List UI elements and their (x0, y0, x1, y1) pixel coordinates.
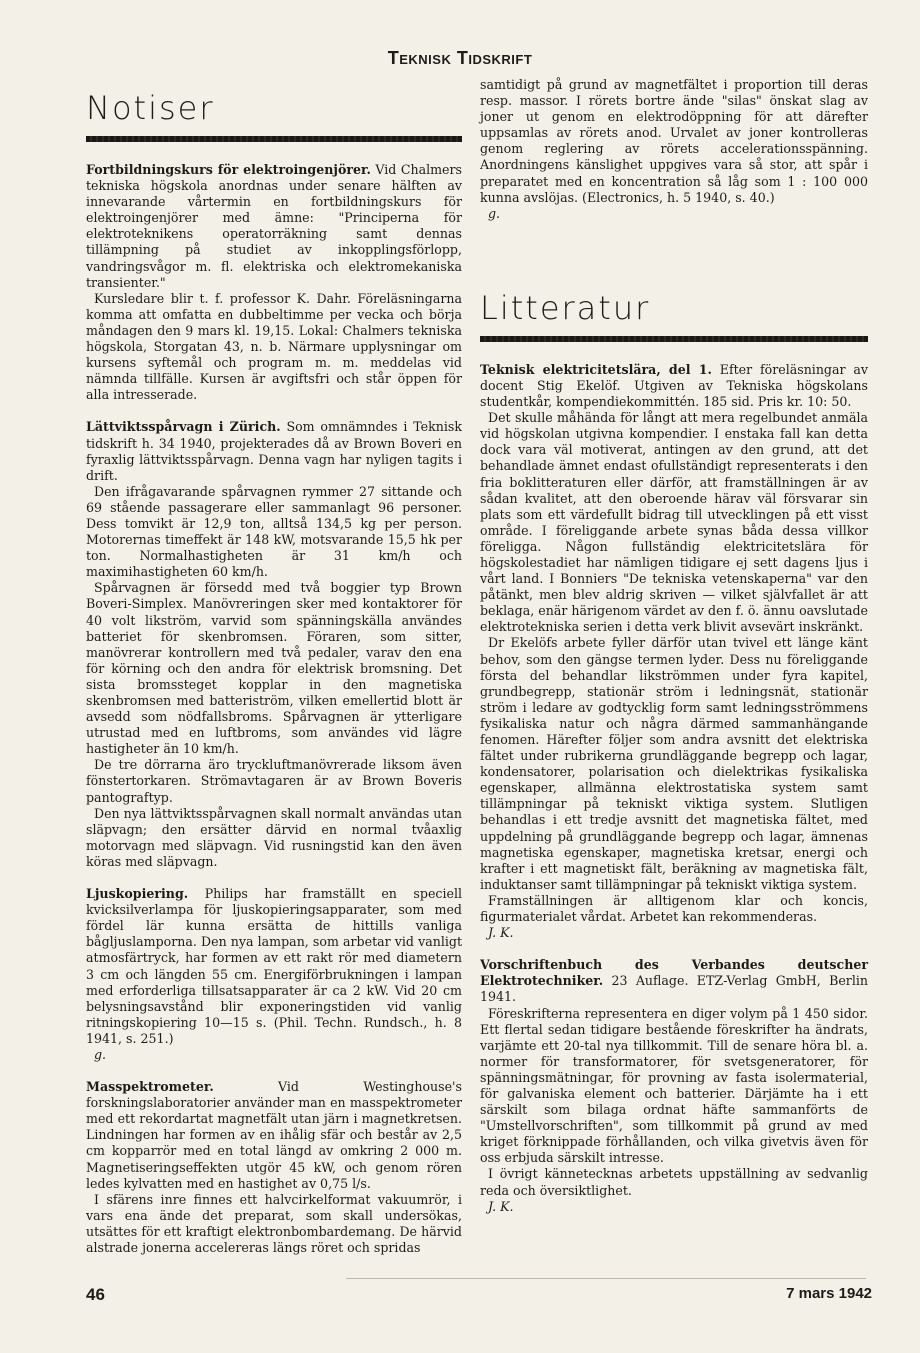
right-articles (480, 362, 868, 1215)
article-paragraph: Den nya lättviktsspårvagnen skall normalt användas utan släpvagn; den ersätter därvid en normal tvåaxlig motorvagn med släpvagn. Vid rusningstid kan den även köras med släpvagn. (86, 805, 462, 869)
article (86, 419, 462, 870)
article-lead (480, 362, 868, 410)
article-paragraph: I övrigt kännetecknas arbetets uppställning av sedvanlig reda och översiktlighet. (480, 1166, 868, 1198)
page-number: 46 (86, 1285, 105, 1304)
article-signature: J. K. (488, 925, 514, 941)
article-signature: g. (94, 1046, 107, 1062)
article (86, 1079, 462, 1256)
article-paragraph: Den ifrågavarande spårvagnen rymmer 27 sittande och 69 stående passagerare eller sammanlagt 96 personer. Dess tomvikt är 12,9 ton, alltså 134,5 kg per person. Motorernas timeffekt är 148 kW, motsvarande 15,5 hk per ton. Normalhastigheten är 31 km/h och maximihastigheten 60 km/h. (86, 483, 462, 580)
article-lead (480, 957, 868, 1005)
section-heading-notiser: Notiser (86, 89, 215, 127)
continuation-text: samtidigt på grund av magnetfältet i proportion till deras resp. massor. I rörets bortre ände "silas" önskat slag av joner ut genom en elektrodöppning för att därefter uppsamlas av rörets anod. Urvalet av joner kontrolleras genom reglering av rörets accelerationsspänning. Anordningens känslighet uppgives vara så stor, att spår i preparatet med en koncentration så låg som 1 : 100 000 kunna avslöjas. (Electronics, h. 5 1940, s. 40.) (480, 77, 868, 205)
left-articles (86, 162, 462, 1256)
article (86, 886, 462, 1063)
heading-rule (86, 136, 462, 142)
issue-date: 7 mars 1942 (786, 1285, 872, 1302)
article-paragraph: Det skulle måhända för långt att mera regelbundet anmäla vid högskolan utgivna kompendier. I enstaka fall kan detta dock vara väl motiverat, antingen av den grund, att det behandlade ämnet endast ofullständigt representerats i den fria boklitteraturen eller därför, att framställningen är av sådan kvalitet, att den oberoende härav väl försvarar sin plats som ett värdefullt bidrag till utvecklingen på ett visst område. I föreliggande arbete synas båda dessa villkor föreligga. Någon fullständig elektricitetslära för högskolestadiet har nämligen tidigare ej sett dagens ljus i vårt land. I Bonniers "De tekniska vetenskaperna" var den påtänkt, men blev aldrig skriven — vilket självfallet är att beklaga, enär härigenom värdet av den f. ö. ännu oavslutade elektrotekniska serien i detta verk blivit avsevärt inskränkt. (480, 410, 868, 635)
footer-divider (346, 1278, 866, 1279)
article-text: Vid Westinghouse's forskningslaboratorier använder man en masspektrometer med ett rekordartat magnetfält utan järn i magnetkretsen. Lindningen har formen av en ihålig sfär och består av 2,5 cm kopparrör med en total längd av omkring 2 000 m. Magnetiseringseffekten utgör 45 kW, och genom rören ledes kylvatten med en hastighet av 0,75 l/s. (86, 1079, 462, 1191)
article-text: Vid Chalmers tekniska högskola anordnas under senare hälften av innevarande vårtermin en fortbildningskurs för elektroingenjörer med ämne: "Principerna för elektroteknikens operatorräkning samt dennas tillämpning på studiet av inkopplingsförlopp, vandringsvågor m. fl. elektriska och elektromekaniska transienter." (86, 162, 462, 290)
article-text: Efter föreläsningar av docent Stig Ekelöf. Utgiven av Tekniska högskolans studentkår, kompendiekommittén. 185 sid. Pris kr. 10: 50. (480, 361, 868, 410)
article-lead (86, 886, 462, 1047)
article-lead (86, 1079, 462, 1192)
article-lead (86, 162, 462, 291)
article-title: Fortbildningskurs för elektroingenjörer. (86, 162, 371, 177)
article-title: Lättviktsspårvagn i Zürich. (86, 419, 281, 435)
section-heading-litteratur: Litteratur (480, 288, 651, 327)
heading-rule (480, 336, 868, 342)
article-paragraph: Spårvagnen är försedd med två boggier typ Brown Boveri-Simplex. Manövreringen sker med kontaktorer för 40 volt likström, varvid som spänningskälla användes batteriet för skenbromsen. Föraren, som sitter, manövrerar kontrollern med två pedaler, varav den ena för körning och den andra för elektrisk bromsning. Det sista bromssteget kopplar in den magnetiska skenbromsen med batteriström, vilken emellertid blott är avsedd som nödfallsbroms. Spårvagnen är ytterligare utrustad med en luftbroms, som användes vid lägre hastigheter än 10 km/h. (86, 580, 462, 757)
article-paragraph: De tre dörrarna äro tryckluftmanövrerade liksom även fönstertorkaren. Strömavtagaren är av Brown Boveris pantograftyp. (86, 757, 462, 805)
article-paragraph: Kursledare blir t. f. professor K. Dahr. Föreläsningarna komma att omfatta en dubbeltimme per vecka och börja måndagen den 9 mars kl. 19,15. Lokal: Chalmers tekniska högskola, Storgatan 43, n. b. Närmare upplysningar om kursens syftemål och program m. m. meddelas vid nämnda tillfälle. Kursen är avgiftsfri och står öppen för alla intresserade. (86, 290, 462, 403)
article-lead (86, 419, 462, 483)
spacer (480, 238, 868, 288)
article-paragraph: Dr Ekelöfs arbete fyller därför utan tvivel ett länge känt behov, som den gängse termen lyder. Dess nu föreliggande första del behandlar likströmmen under fyra kapitel, grundbegrepp, stationär ström i ledningsnät, stationär ström i ledare av godtycklig form samt ledningsströmmens fysikaliska natur och några därmed sammanhängande fenomen. Härefter följer som andra avsnitt det elektriska fältet under rubrikerna grundläggande begrepp och lagar, kondensatorer, polarisation och dielektrikas fysikaliska egenskaper, allmänna elektrostatiska system samt tillämpningar på tekniskt viktiga system. Slutligen behandlas i ett tredje avsnitt det magnetiska fältet, med uppdelning på grundläggande begrepp och lagar, ämnenas magnetiska egenskaper, magnetiska kretsar, energi och krafter i ett magnetiskt fält, beräkning av magnetiska fält, induktanser samt tillämpningar på tekniskt viktiga system. (480, 635, 868, 892)
article-text: Philips har framställt en speciell kvicksilverlampa för ljuskopieringsapparater, som med fördel lär kunna ersätta de hittills vanliga bågljuslamporna. Den nya lampan, som arbetar vid vanligt atmosfärtryck, har formen av ett rakt rör med diametern 3 cm och längden 55 cm. Energiförbrukningen i lampan med erforderliga tillsatsapparater är ca 2 kW. Vid 20 cm belysningsavstånd blir exponeringstiden vid vanlig ritningskopiering 10—15 s. (Phil. Techn. Rundsch., h. 8 1941, s. 251.) (86, 886, 462, 1046)
article-paragraph: I sfärens inre finnes ett halvcirkelformat vakuumrör, i vars ena ände det preparat, som skall undersökas, utsättes för ett kraftigt elektronbombardemang. De härvid alstrade jonerna accelereras längs röret och spridas (86, 1191, 462, 1255)
article-paragraph: Föreskrifterna representera en diger volym på 1 450 sidor. Ett flertal sedan tidigare bestående föreskrifter ha ändrats, varjämte ett 20-tal nya tillkommit. Till de senare höra bl. a. normer för transformatorer, för svetsgeneratorer, för spänningsmätningar, för provning av fasta isolermaterial, för galvaniska element och batterier. Därjämte ha i ett särskilt som bilaga ordnat häfte sammanförts de "Umstellvorschriften", som tillkommit på grund av med kriget förknippade förhållanden, och vilka givetvis även för oss erbjuda särskilt intresse. (480, 1005, 868, 1166)
article (86, 162, 462, 403)
article-signature: J. K. (488, 1198, 514, 1214)
article-text: Som omnämndes i Teknisk tidskrift h. 34 1940, projekterades då av Brown Boveri en fyraxlig lättviktsspårvagn. Denna vagn har nyligen tagits i drift. (86, 419, 462, 483)
article-title: Ljuskopiering. (86, 886, 189, 902)
left-column (86, 88, 462, 1272)
article-text: 23 Auflage. ETZ-Verlag GmbH, Berlin 1941. (480, 973, 868, 1005)
article (480, 957, 868, 1215)
article-title: Teknisk elektricitetslära, del 1. (480, 361, 712, 377)
article-title: Vorschriftenbuch des Verbandes deutscher Elektrotechniker. (480, 957, 868, 989)
continued-article (480, 77, 868, 222)
right-column (480, 77, 868, 1231)
continuation-signature: g. (488, 205, 501, 221)
article (480, 362, 868, 941)
article-paragraph: Framställningen är alltigenom klar och koncis, figurmaterialet vårdat. Arbetet kan rekommenderas. (480, 892, 868, 925)
article-title: Masspektrometer. (86, 1079, 214, 1095)
journal-title: Teknisk Tidskrift (387, 48, 533, 68)
